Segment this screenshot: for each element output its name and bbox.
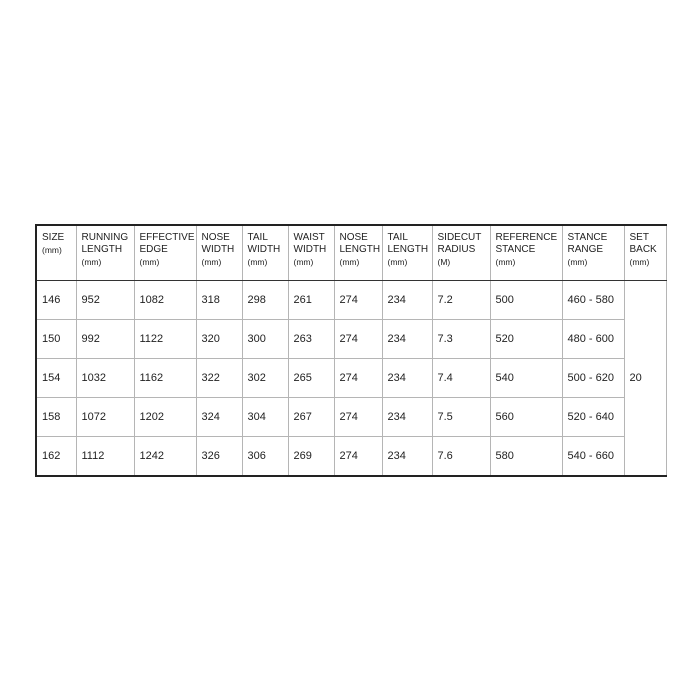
column-header-unit: (mm) [387,257,408,267]
column-header [242,225,288,281]
column-header-title: SIDECUT [437,232,482,243]
column-header-unit: (mm) [201,257,222,267]
table-cell: 580 [490,437,562,477]
column-header-title: TAIL [387,232,408,243]
column-header-unit: (mm) [567,257,588,267]
table-cell: 500 - 620 [562,359,624,398]
column-header [432,225,490,281]
column-header [196,225,242,281]
column-header-title: SIZE [42,232,65,243]
column-header-title-line2: RANGE [567,244,604,255]
table-cell: 263 [288,320,334,359]
column-header [76,225,134,281]
column-header-title: REFERENCE [495,232,558,243]
table-row [36,359,666,398]
header-row [36,225,666,281]
table-cell: 274 [334,398,382,437]
table-cell: 560 [490,398,562,437]
column-header [36,225,76,281]
table-cell: 146 [36,281,76,320]
column-header-title: TAIL [247,232,268,243]
table-row [36,320,666,359]
table-cell: 234 [382,281,432,320]
table-body [36,281,666,477]
table-cell: 274 [334,359,382,398]
column-header [334,225,382,281]
column-header-title-line2: WIDTH [293,244,327,255]
table-cell: 1202 [134,398,196,437]
column-header [288,225,334,281]
table-cell: 274 [334,320,382,359]
table-cell: 952 [76,281,134,320]
column-header-title-line2: LENGTH [339,244,381,255]
table-row [36,281,666,320]
column-header-unit: (mm) [339,257,360,267]
table-cell: 234 [382,359,432,398]
column-header [490,225,562,281]
table-cell: 154 [36,359,76,398]
table-cell: 234 [382,398,432,437]
table-cell: 274 [334,437,382,477]
table-cell: 261 [288,281,334,320]
table-cell: 1082 [134,281,196,320]
column-header [134,225,196,281]
table-cell: 1032 [76,359,134,398]
table-cell: 540 - 660 [562,437,624,477]
table-cell: 7.5 [432,398,490,437]
table-cell: 150 [36,320,76,359]
column-header [624,225,666,281]
table-cell: 265 [288,359,334,398]
column-header-title: SET [629,232,649,243]
column-header-unit: (mm) [495,257,516,267]
column-header-title-line2: WIDTH [247,244,281,255]
table-cell: 234 [382,437,432,477]
column-header-title: RUNNING [81,232,129,243]
set-back-cell: 20 [624,281,666,477]
column-header [562,225,624,281]
table-cell: 1072 [76,398,134,437]
table-cell: 267 [288,398,334,437]
table-cell: 326 [196,437,242,477]
table-cell: 320 [196,320,242,359]
column-header-unit: (mm) [42,245,62,255]
column-header-title-line2: STANCE [495,244,536,255]
table-cell: 1112 [76,437,134,477]
table-cell: 274 [334,281,382,320]
table-cell: 992 [76,320,134,359]
table-row [36,398,666,437]
column-header-unit: (mm) [247,257,268,267]
table-cell: 318 [196,281,242,320]
table-cell: 1242 [134,437,196,477]
table-cell: 234 [382,320,432,359]
column-header-title: WAIST [293,232,325,243]
table-cell: 520 [490,320,562,359]
table-cell: 1122 [134,320,196,359]
table-cell: 480 - 600 [562,320,624,359]
column-header-title-line2: LENGTH [81,244,123,255]
table-cell: 500 [490,281,562,320]
table-cell: 269 [288,437,334,477]
column-header-title-line2: LENGTH [387,244,429,255]
snowboard-spec-table [35,224,667,477]
column-header-unit: (M) [437,257,451,267]
table-cell: 540 [490,359,562,398]
column-header-unit: (mm) [139,257,160,267]
table-cell: 306 [242,437,288,477]
table-cell: 7.2 [432,281,490,320]
table-cell: 460 - 580 [562,281,624,320]
table-cell: 520 - 640 [562,398,624,437]
column-header-title: STANCE [567,232,608,243]
table-cell: 162 [36,437,76,477]
table-cell: 7.3 [432,320,490,359]
table-cell: 304 [242,398,288,437]
table-cell: 298 [242,281,288,320]
table-cell: 300 [242,320,288,359]
column-header-title-line2: WIDTH [201,244,235,255]
column-header-title: NOSE [201,232,230,243]
table-cell: 158 [36,398,76,437]
table-cell: 7.4 [432,359,490,398]
table-cell: 302 [242,359,288,398]
column-header-title-line2: EDGE [139,244,168,255]
table-cell: 322 [196,359,242,398]
column-header-unit: (mm) [293,257,314,267]
column-header-unit: (mm) [81,257,102,267]
table-cell: 1162 [134,359,196,398]
column-header-title: NOSE [339,232,368,243]
column-header-title: EFFECTIVE [139,232,195,243]
column-header [382,225,432,281]
column-header-unit: (mm) [629,257,650,267]
column-header-title-line2: RADIUS [437,244,476,255]
table-cell: 324 [196,398,242,437]
table-row [36,437,666,477]
table-cell: 7.6 [432,437,490,477]
column-header-title-line2: BACK [629,244,657,255]
